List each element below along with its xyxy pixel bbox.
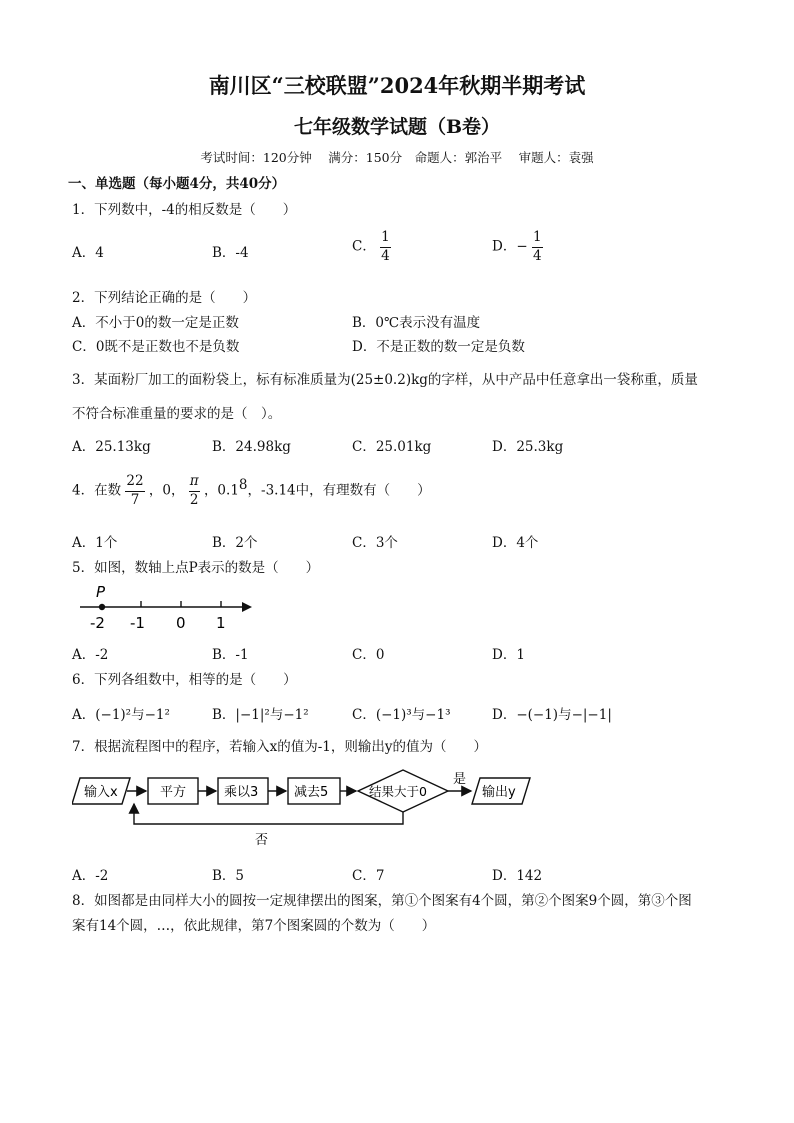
flow-minus5-label: 减去5 xyxy=(294,785,329,800)
q1-option-a: A．4 xyxy=(72,245,104,261)
q4-mid2: ，0.1 xyxy=(203,482,239,499)
flow-decision-label: 结果大于0 xyxy=(369,784,427,799)
q4-mid1: ，0， xyxy=(148,482,185,499)
q5-option-d: D．1 xyxy=(492,647,525,663)
q1-option-d-label: D．− xyxy=(492,238,528,255)
q2-option-d: D．不是正数的数一定是负数 xyxy=(352,339,525,355)
frac-den: 4 xyxy=(532,247,542,264)
q6-option-d: D．−(−1)与−|−1| xyxy=(492,707,612,723)
exam-meta: 考试时间：120分钟 满分：150分 命题人：郭治平 审题人：袁强 xyxy=(200,150,594,165)
point-p-dot xyxy=(99,604,105,610)
q4-post: ，-3.14中，有理数有（ ） xyxy=(247,482,431,499)
q4-fraction-22-7 xyxy=(125,475,144,507)
q7-option-b: B．5 xyxy=(212,868,245,884)
q7-option-c: C．7 xyxy=(352,868,385,884)
q4-option-a: A．1个 xyxy=(72,535,118,551)
q1-option-c xyxy=(352,231,391,263)
tick-label: -1 xyxy=(130,614,145,632)
flowchart-figure xyxy=(72,762,547,850)
q4-repeating-digit xyxy=(238,476,248,499)
flow-times3-label: 乘以3 xyxy=(224,785,259,800)
frac-den: 2 xyxy=(189,491,199,508)
q7-option-a: A．-2 xyxy=(72,868,109,884)
q5-option-c: C．0 xyxy=(352,647,385,663)
q1-option-d xyxy=(492,231,543,263)
flow-output-label: 输出y xyxy=(482,785,516,800)
question-5-stem: 5．如图，数轴上点P表示的数是（ ） xyxy=(72,560,320,576)
q3-option-b: B．24.98kg xyxy=(212,439,291,455)
tick-label: 0 xyxy=(176,614,186,632)
flow-loop-back xyxy=(134,804,403,824)
q5-option-a: A．-2 xyxy=(72,647,109,663)
q1-option-d-fraction xyxy=(532,231,543,263)
q4-option-c: C．3个 xyxy=(352,535,398,551)
q2-option-c: C．0既不是正数也不是负数 xyxy=(72,339,240,355)
tick-label: 1 xyxy=(216,614,226,632)
q3-option-d: D．25.3kg xyxy=(492,439,564,455)
point-p-label: P xyxy=(96,583,106,601)
q3-option-c: C．25.01kg xyxy=(352,439,432,455)
q7-option-d: D．142 xyxy=(492,868,543,884)
q4-option-b: B．2个 xyxy=(212,535,258,551)
question-3-stem-line1: 3．某面粉厂加工的面粉袋上，标有标准质量为(25±0.2)kg的字样，从中产品中任意拿出一袋称重，质量 xyxy=(72,372,698,388)
frac-den: 4 xyxy=(381,247,390,264)
frac-den: 7 xyxy=(130,491,140,508)
q1-option-c-label: C． xyxy=(352,238,376,255)
q6-option-a: A．(−1)²与−1² xyxy=(72,707,170,723)
flow-square-label: 平方 xyxy=(160,785,187,800)
number-line-figure xyxy=(80,580,265,636)
question-3-stem-line2: 不符合标准重量的要求的是（ ）。 xyxy=(72,406,282,422)
flow-yes-label: 是 xyxy=(453,772,467,787)
repeating-digit: 8 xyxy=(238,476,248,493)
exam-title: 南川区“三校联盟”2024年秋期半期考试 xyxy=(208,73,586,98)
q6-option-b: B．|−1|²与−1² xyxy=(212,707,309,723)
question-6-stem: 6．下列各组数中，相等的是（ ） xyxy=(72,672,297,688)
question-4-stem xyxy=(72,475,431,507)
q6-option-c: C．(−1)³与−1³ xyxy=(352,707,451,723)
exam-subtitle: 七年级数学试题（B卷） xyxy=(293,116,501,138)
frac-num: 22 xyxy=(125,475,144,492)
number-line-arrow xyxy=(242,602,252,612)
question-7-stem: 7．根据流程图中的程序，若输入x的值为-1，则输出y的值为（ ） xyxy=(72,739,487,755)
q4-option-d: D．4个 xyxy=(492,535,539,551)
q1-option-b: B．-4 xyxy=(212,245,249,261)
q2-option-b: B．0℃表示没有温度 xyxy=(352,315,481,331)
flow-no-label: 否 xyxy=(255,833,269,848)
question-1-stem: 1．下列数中，-4的相反数是（ ） xyxy=(72,202,297,218)
frac-num: π xyxy=(189,475,200,492)
flow-input-label: 输入x xyxy=(84,785,118,800)
question-8-stem-line1: 8．如图都是由同样大小的圆按一定规律摆出的图案，第①个图案有4个圆，第②个图案9个圆，第③个图 xyxy=(72,893,692,909)
q4-pre: 4．在数 xyxy=(72,482,122,499)
q2-option-a: A．不小于0的数一定是正数 xyxy=(72,315,239,331)
question-8-stem-line2: 案有14个圆，…，依此规律，第7个图案圆的个数为（ ） xyxy=(72,918,436,934)
q3-option-a: A．25.13kg xyxy=(72,439,151,455)
q5-option-b: B．-1 xyxy=(212,647,249,663)
tick-label: -2 xyxy=(90,614,105,632)
frac-num: 1 xyxy=(532,231,543,248)
frac-num: 1 xyxy=(380,231,391,248)
q4-fraction-pi-2 xyxy=(189,475,200,507)
section-heading: 一、单选题（每小题4分，共40分） xyxy=(68,176,286,192)
q1-option-c-fraction xyxy=(380,231,391,263)
question-2-stem: 2．下列结论正确的是（ ） xyxy=(72,290,257,306)
